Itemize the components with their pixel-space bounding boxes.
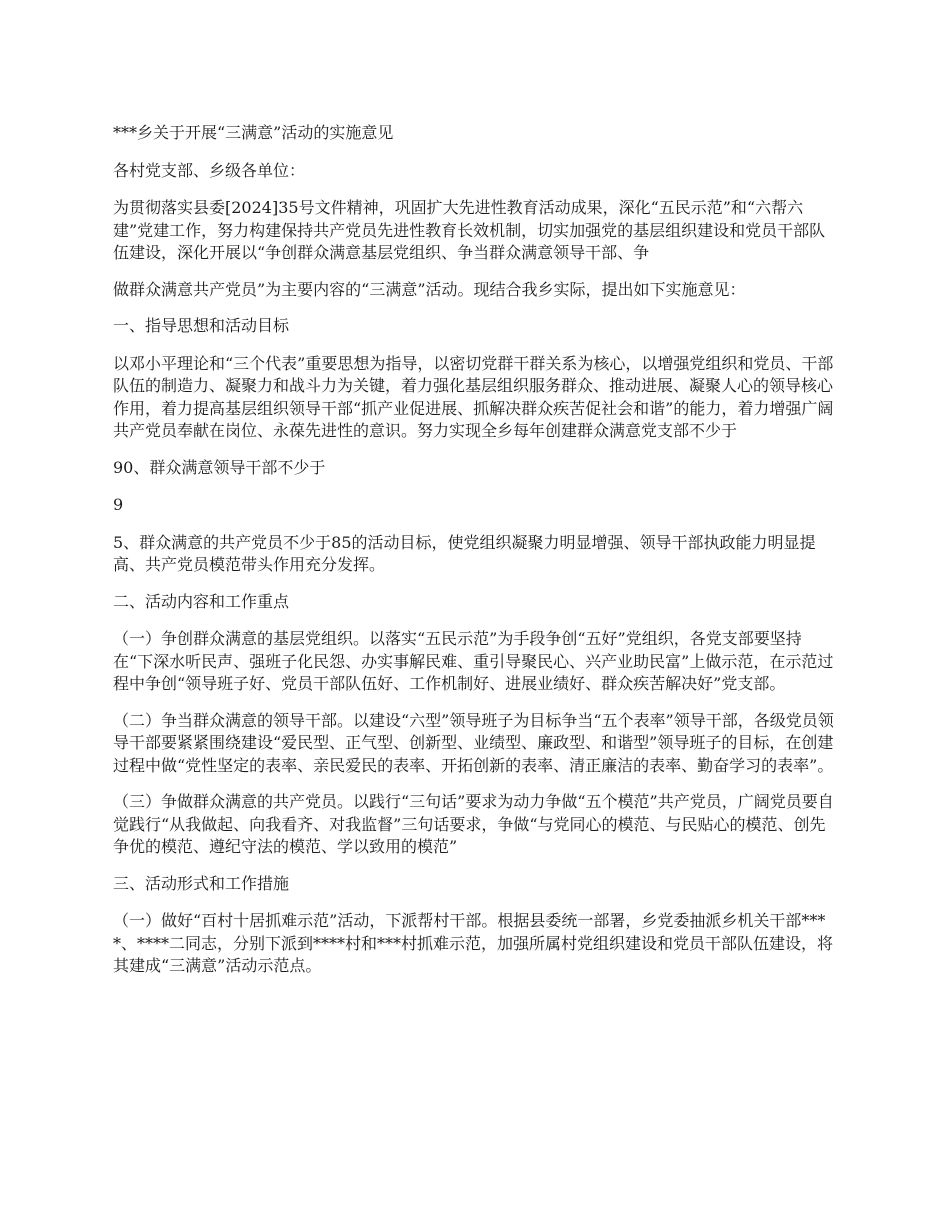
paragraph-party-members: （三）争做群众满意的共产党员。以践行“三句话”要求为动力争做“五个模范”共产党员，广阔党员要自觉践行“从我做起、向我看齐、对我监督”三句话要求，争做“与党同心的模范、与民贴心的模范、创先争优的模范、遵纪守法的模范、学以致用的模范”: [113, 792, 834, 856]
section-heading-activity-form: 三、活动形式和工作措施: [113, 873, 290, 893]
paragraph-target-continued: 5、群众满意的共产党员不少于85的活动目标，使党组织凝聚力明显增强、领导干部执政能力明显提高、共产党员模范带头作用充分发挥。: [113, 532, 816, 574]
document-salutation: 各村党支部、乡级各单位：: [113, 160, 306, 180]
section-heading-guiding-thought: 一、指导思想和活动目标: [113, 316, 290, 335]
document-body: [113, 122, 838, 992]
paragraph-leading-cadres: （二）争当群众满意的领导干部。以建设“六型”领导班子为目标争当“五个表率”领导干部，各级党员领导干部要紧紧围绕建设“爱民型、正气型、创新型、业绩型、廉政型、和谐型”领导班子的目标，在创建过程中做“党性坚定的表率、亲民爱民的表率、开拓创新的表率、清正廉洁的表率、勤奋学习的表率”。: [113, 710, 834, 775]
section-heading-activity-content: 二、活动内容和工作重点: [113, 591, 290, 611]
paragraph-intro: 为贯彻落实县委[2024]35号文件精神，巩固扩大先进性教育活动成果，深化“五民示范”和“六帮六建”党建工作，努力构建保持共产党员先进性教育长效机制，切实加强党的基层组织建设和党员干部队伍建设，深化开展以“争创群众满意基层党组织、争当群众满意领导干部、争: [113, 198, 826, 262]
paragraph-target-fragment: 90、群众满意领导干部不少于: [113, 457, 326, 477]
paragraph-target-number: 9: [113, 495, 124, 514]
paragraph-guiding-thought: 以邓小平理论和“三个代表”重要思想为指导，以密切党群干群关系为核心，以增强党组织和党员、干部队伍的制造力、凝聚力和战斗力为关键，着力强化基层组织服务群众、推动进展、凝聚人心的领导核心作用，着力提高基层组织领导干部“抓产业促进展、抓解决群众疾苦促社会和谐”的能力，着力增强广阔共产党员奉献在岗位、永葆先进性的意识。努力实现全乡每年创建群众满意党支部不少于: [113, 353, 834, 440]
paragraph-party-organization: （一）争创群众满意的基层党组织。以落实“五民示范”为手段争创“五好”党组织，各党支部要坚持在“下深水听民声、强班子化民怨、办实事解民难、重引导聚民心、兴产业助民富”上做示范，在示范过程中争创“领导班子好、党员干部队伍好、工作机制好、进展业绩好、群众疾苦解决好”党支部。: [113, 629, 834, 693]
paragraph-village-demonstration: （一）做好“百村十居抓难示范”活动，下派帮村干部。根据县委统一部署，乡党委抽派乡机关干部****、****二同志，分别下派到****村和***村抓难示范，加强所属村党组织建设和党员干部队伍建设，将其建成“三满意”活动示范点。: [113, 911, 834, 975]
paragraph-intro-continued: 做群众满意共产党员”为主要内容的“三满意”活动。现结合我乡实际，提出如下实施意见：: [113, 279, 746, 299]
document-title: ***乡关于开展“三满意”活动的实施意见: [113, 123, 394, 142]
